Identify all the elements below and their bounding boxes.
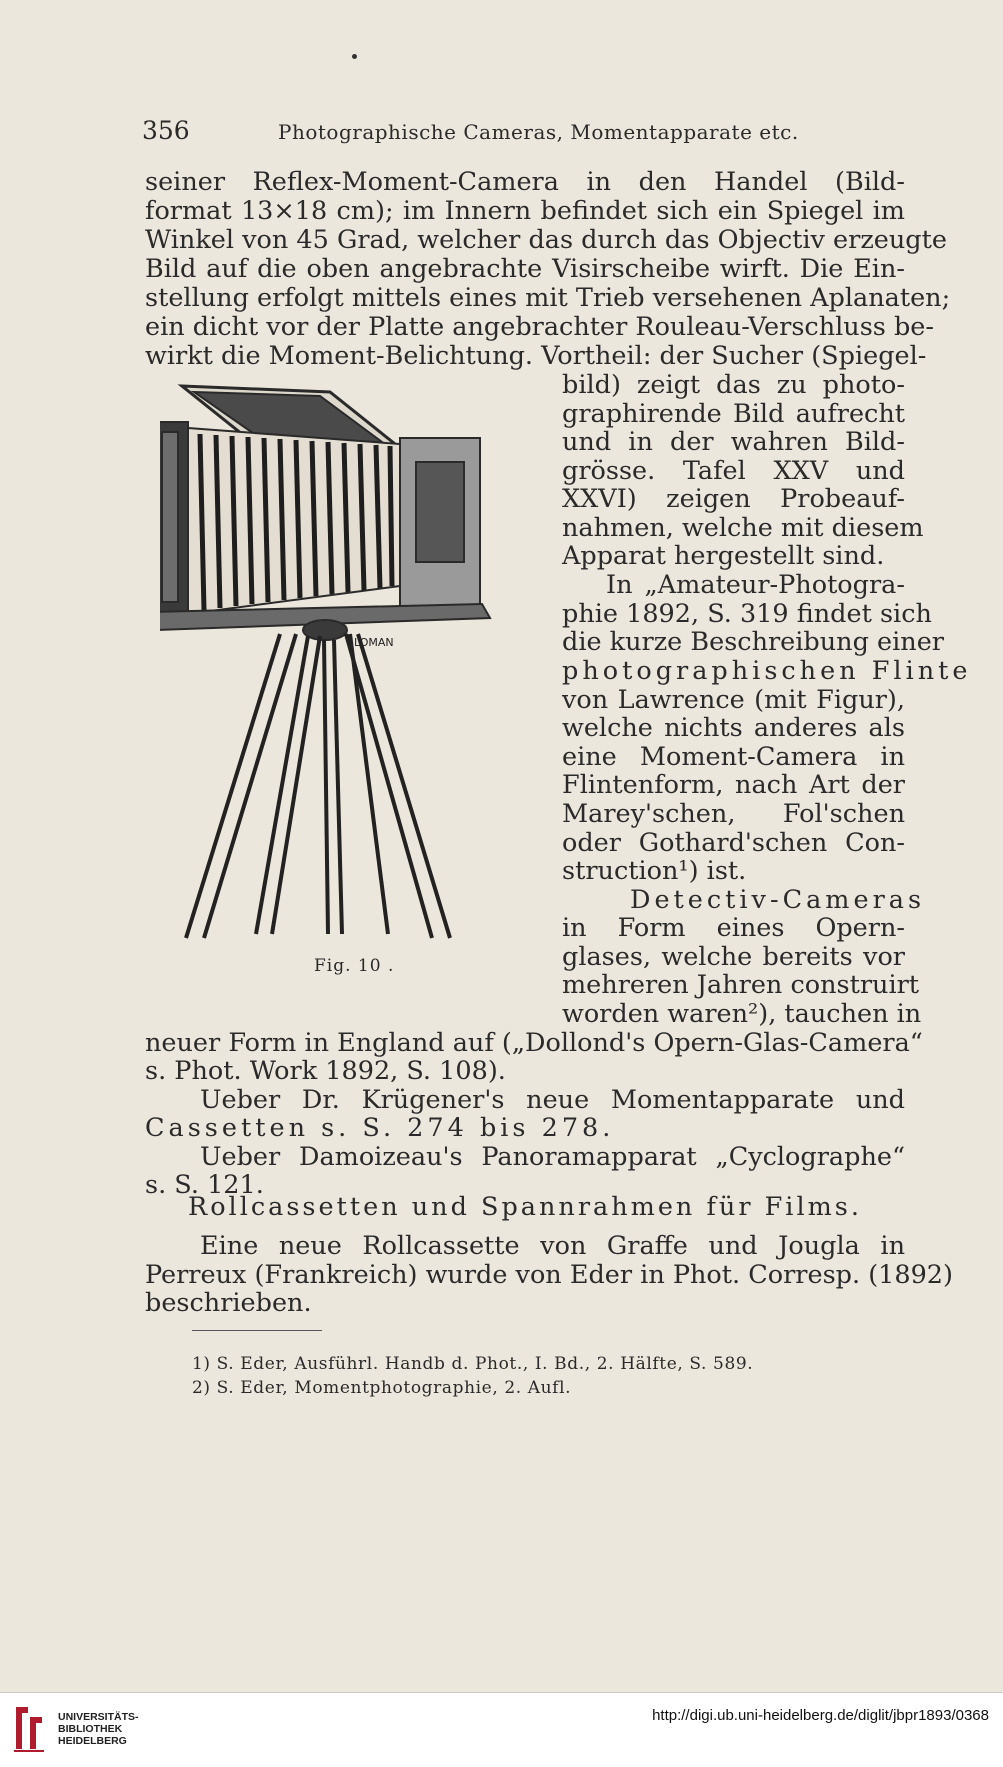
university-library-logo-icon	[10, 1703, 48, 1755]
institution-line: HEIDELBERG	[58, 1735, 127, 1747]
institution-line: BIBLIOTHEK	[58, 1723, 123, 1735]
running-title: Photographische Cameras, Momentapparate etc.	[278, 120, 799, 144]
body-line: Flintenform, nach Art der	[562, 770, 905, 800]
body-line: In „Amateur-Photogra-	[606, 570, 905, 600]
body-line: beschrieben.	[145, 1288, 312, 1318]
engraving-label: LOMAN	[354, 636, 394, 649]
body-line: XXVI) zeigen Probeauf-	[562, 484, 905, 514]
institution-name	[58, 1711, 139, 1747]
body-line: Marey'schen, Fol'schen	[562, 799, 905, 829]
footnote: 1) S. Eder, Ausführl. Handb d. Phot., I. Bd., 2. Hälfte, S. 589.	[192, 1354, 754, 1374]
body-line: s. S. 121.	[145, 1170, 264, 1200]
body-line: photographischen Flinte	[562, 656, 972, 686]
body-line: worden waren²), tauchen in	[562, 999, 922, 1029]
body-line: von Lawrence (mit Figur),	[562, 685, 905, 715]
body-line: oder Gothard'schen Con-	[562, 828, 905, 858]
source-url-link[interactable]: http://digi.ub.uni-heidelberg.de/diglit/jbpr1893/0368	[652, 1707, 989, 1724]
body-line: Apparat hergestellt sind.	[562, 541, 885, 571]
body-line: graphirende Bild aufrecht	[562, 399, 905, 429]
body-line: stellung erfolgt mittels eines mit Trieb versehenen Aplanaten;	[145, 283, 951, 313]
body-line: neuer Form in England auf („Dollond's Opern-Glas-Camera“	[145, 1028, 923, 1058]
page-number: 356	[142, 116, 190, 145]
body-line: die kurze Beschreibung einer	[562, 627, 944, 657]
body-line: welche nichts anderes als	[562, 713, 905, 743]
body-line: Eine neue Rollcassette von Graffe und Jougla in	[200, 1231, 905, 1261]
body-line: s. Phot. Work 1892, S. 108).	[145, 1056, 506, 1086]
body-line: nahmen, welche mit diesem	[562, 513, 924, 543]
body-line: format 13×18 cm); im Innern befindet sich ein Spiegel im	[145, 196, 905, 226]
body-line: Perreux (Frankreich) wurde von Eder in Phot. Corresp. (1892)	[145, 1260, 953, 1290]
footnote-rule	[192, 1330, 322, 1331]
body-line: struction¹) ist.	[562, 856, 747, 886]
body-line: glases, welche bereits vor	[562, 942, 905, 972]
institution-line: UNIVERSITÄTS-	[58, 1711, 139, 1723]
figure-caption: Fig. 10 .	[314, 956, 395, 976]
page-header	[142, 116, 907, 146]
body-line: bild) zeigt das zu photo-	[562, 370, 905, 400]
body-line: eine Moment-Camera in	[562, 742, 905, 772]
body-line: seiner Reflex-Moment-Camera in den Handel (Bild-	[145, 167, 905, 197]
body-line: Ueber Damoizeau's Panoramapparat „Cyclographe“	[200, 1142, 905, 1172]
body-line: Cassetten s. S. 274 bis 278.	[145, 1113, 615, 1143]
body-line: in Form eines Opern-	[562, 913, 905, 943]
body-line: Ueber Dr. Krügener's neue Momentapparate und	[200, 1085, 905, 1115]
library-footer	[0, 1692, 1003, 1767]
body-line: und in der wahren Bild-	[562, 427, 905, 457]
body-line: Bild auf die oben angebrachte Visirscheibe wirft. Die Ein-	[145, 254, 905, 284]
body-line: mehreren Jahren construirt	[562, 970, 920, 1000]
body-line: ein dicht vor der Platte angebrachter Rouleau-Verschluss be-	[145, 312, 935, 342]
footnote: 2) S. Eder, Momentphotographie, 2. Aufl.	[192, 1378, 572, 1398]
body-line: Detectiv-Cameras	[630, 885, 926, 915]
body-line: wirkt die Moment-Belichtung. Vortheil: der Sucher (Spiegel-	[145, 341, 927, 371]
body-line: phie 1892, S. 319 findet sich	[562, 599, 932, 629]
camera-engraving-figure	[160, 378, 540, 948]
body-line: Winkel von 45 Grad, welcher das durch das Objectiv erzeugte	[145, 225, 947, 255]
body-line: grösse. Tafel XXV und	[562, 456, 905, 486]
ink-speck	[352, 54, 357, 59]
section-heading: Rollcassetten und Spannrahmen für Films.	[188, 1192, 862, 1222]
